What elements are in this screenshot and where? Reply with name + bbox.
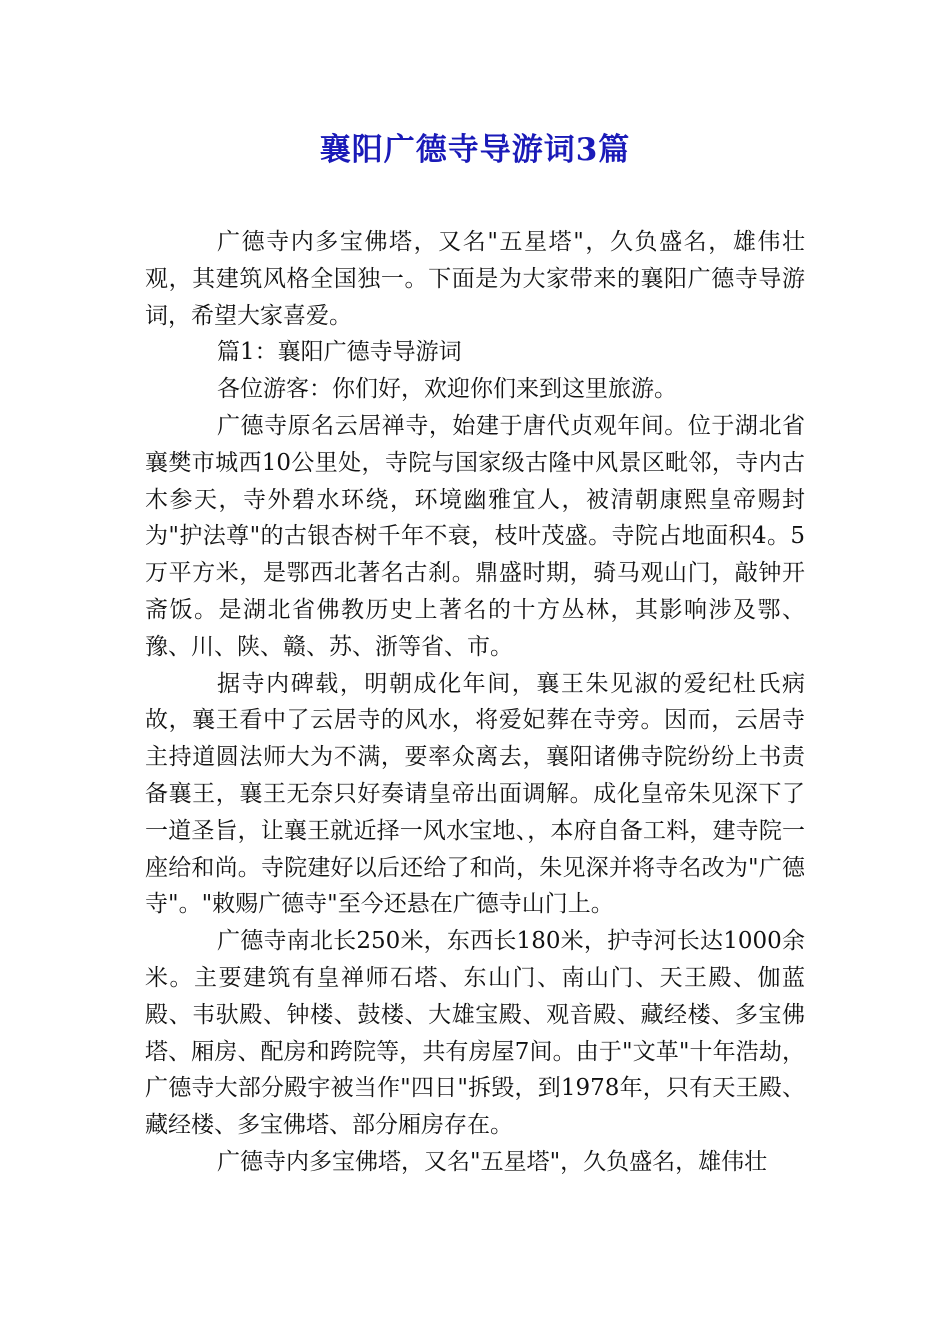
paragraph-history: 广德寺原名云居禅寺，始建于唐代贞观年间。位于湖北省襄樊市城西10公里处，寺院与国家级古隆中风景区毗邻，寺内古木参天，寺外碧水环绕，环境幽雅宜人，被清朝康熙皇帝赐封为"护法尊"的古银杏树千年不衰，枝叶茂盛。寺院占地面积4。5万平方米，是鄂西北著名古刹。鼎盛时期，骑马观山门，敲钟开斋饭。是湖北省佛教历史上著名的十方丛林，其影响涉及鄂、豫、川、陕、赣、苏、浙等省、市。	[145, 412, 805, 660]
paragraph-legend: 据寺内碑载，明朝成化年间，襄王朱见淑的爱纪杜氏病故，襄王看中了云居寺的风水，将爱妃葬在寺旁。因而，云居寺主持道圆法师大为不满，要率众离去，襄阳诸佛寺院纷纷上书责备襄王，襄王无奈只好奏请皇帝出面调解。成化皇帝朱见深下了一道圣旨，让襄王就近择一风水宝地、，本府自备工料，建寺院一座给和尚。寺院建好以后还给了和尚，朱见深并将寺名改为"广德寺"。"敕赐广德寺"至今还悬在广德寺山门上。	[145, 670, 805, 918]
paragraph-pagoda: 广德寺内多宝佛塔，又名"五星塔"，久负盛名，雄伟壮	[217, 1148, 768, 1175]
paragraph-greeting: 各位游客：你们好，欢迎你们来到这里旅游。	[217, 376, 677, 403]
paragraph-section-heading: 篇1：襄阳广德寺导游词	[217, 339, 462, 366]
paragraph-intro: 广德寺内多宝佛塔，又名"五星塔"，久负盛名，雄伟壮观，其建筑风格全国独一。下面是为大家带来的襄阳广德寺导游词，希望大家喜爱。	[145, 229, 805, 329]
paragraph-layout: 广德寺南北长250米，东西长180米，护寺河长达1000余米。主要建筑有皇禅师石塔、东山门、南山门、天王殿、伽蓝殿、韦驮殿、钟楼、鼓楼、大雄宝殿、观音殿、藏经楼、多宝佛塔、厢房、配房和跨院等，共有房屋7间。由于"文革"十年浩劫，广德寺大部分殿宇被当作"四日"拆毁，到1978年，只有天王殿、藏经楼、多宝佛塔、部分厢房存在。	[145, 928, 805, 1139]
document-title: 襄阳广德寺导游词3篇	[319, 132, 631, 168]
document-body	[145, 224, 805, 1181]
